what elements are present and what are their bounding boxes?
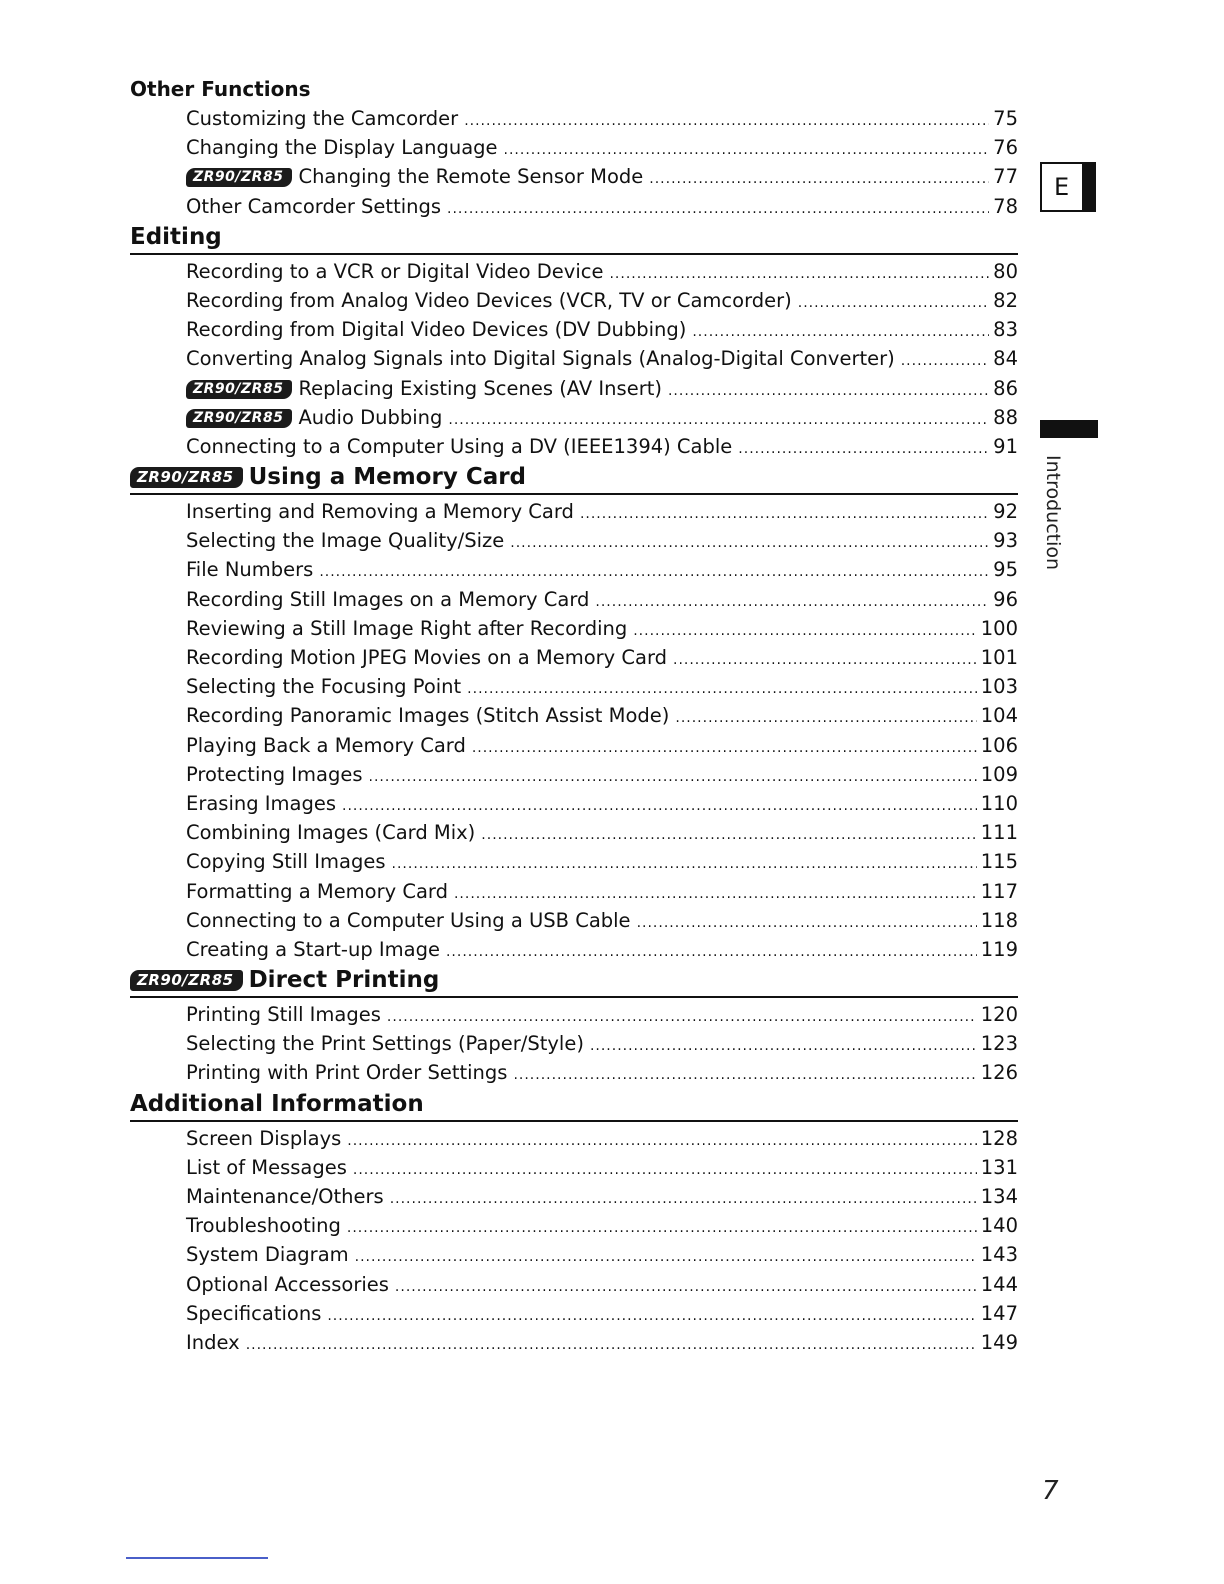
section-heading <box>130 461 1018 495</box>
toc-page-number: 140 <box>980 1214 1018 1238</box>
toc-page-number: 110 <box>980 791 1018 815</box>
toc-entry <box>130 315 1018 344</box>
toc-entry-text: Inserting and Removing a Memory Card <box>186 500 574 524</box>
section-heading <box>130 1088 1018 1122</box>
dot-leader <box>353 1156 977 1185</box>
dot-leader <box>609 260 989 289</box>
toc-page-number: 109 <box>980 762 1018 786</box>
toc-entry-text: System Diagram <box>186 1243 349 1267</box>
dot-leader <box>347 1214 977 1243</box>
toc-entry-text: List of Messages <box>186 1155 347 1179</box>
toc-entry <box>130 162 1018 191</box>
toc-entry <box>130 1299 1018 1328</box>
toc-entry-title <box>186 731 466 760</box>
dot-leader <box>448 406 989 435</box>
toc-page-number: 120 <box>980 1003 1018 1027</box>
toc-entry-text: Recording Panoramic Images (Stitch Assist Mode) <box>186 704 670 728</box>
toc-entry-title <box>186 1240 349 1269</box>
toc-entry-title <box>186 1182 384 1211</box>
toc-page-number: 119 <box>980 937 1018 961</box>
toc-entry-title <box>186 133 498 162</box>
dot-leader <box>637 909 977 938</box>
toc-entry <box>130 104 1018 133</box>
dot-leader <box>513 1061 976 1090</box>
toc-entry-text: Copying Still Images <box>186 850 386 874</box>
toc-entry-title <box>186 789 336 818</box>
toc-entry <box>130 585 1018 614</box>
toc-entry <box>130 760 1018 789</box>
toc-entry-text: Printing Still Images <box>186 1003 381 1027</box>
toc-entry-text: Selecting the Print Settings (Paper/Style) <box>186 1032 584 1056</box>
dot-leader <box>649 165 989 194</box>
toc-entry-text: Replacing Existing Scenes (AV Insert) <box>298 376 662 400</box>
toc-entry-title <box>186 104 458 133</box>
toc-entry-title <box>186 672 461 701</box>
toc-entry <box>130 818 1018 847</box>
toc-entry-text: Selecting the Image Quality/Size <box>186 529 505 553</box>
toc-entry <box>130 877 1018 906</box>
dot-leader <box>510 529 989 558</box>
section-heading <box>130 964 1018 998</box>
toc-entry-text: Printing with Print Order Settings <box>186 1061 508 1085</box>
toc-page-number: 104 <box>980 704 1018 728</box>
dot-leader <box>580 500 989 529</box>
section-heading <box>130 74 1018 104</box>
toc-page-number: 115 <box>980 850 1018 874</box>
dot-leader <box>395 1273 977 1302</box>
toc-page-number: 134 <box>980 1185 1018 1208</box>
toc-entry <box>130 1124 1018 1153</box>
toc-page-number: 91 <box>993 434 1018 458</box>
toc-entry <box>130 192 1018 221</box>
toc-page-number: 144 <box>980 1272 1018 1296</box>
toc-page-number: 126 <box>980 1061 1018 1085</box>
toc-page-number: 147 <box>980 1301 1018 1325</box>
toc-entry-title <box>186 257 603 286</box>
toc-entry <box>130 344 1018 373</box>
toc-entry-text: Recording to a VCR or Digital Video Device <box>186 259 604 283</box>
toc-entry <box>130 643 1018 672</box>
toc-entry <box>130 374 1018 403</box>
toc-page-number: 103 <box>980 675 1018 699</box>
toc-entry-title <box>186 585 589 614</box>
toc-entry <box>130 1182 1018 1211</box>
dot-leader <box>342 792 977 821</box>
dot-leader <box>446 938 977 967</box>
toc-entry <box>130 1328 1018 1357</box>
toc-entry-text: Formatting a Memory Card <box>186 879 448 903</box>
toc-entry-text: Maintenance/Others <box>186 1185 384 1208</box>
dot-leader <box>467 675 977 704</box>
dot-leader <box>454 880 977 909</box>
dot-leader <box>447 195 989 224</box>
toc-entry-title <box>186 1124 341 1153</box>
toc-entry <box>130 1058 1018 1087</box>
section-title: Direct Printing <box>248 967 440 994</box>
toc-entry-text: Creating a Start-up Image <box>186 937 440 961</box>
toc-entry-text: Optional Accessories <box>186 1272 389 1296</box>
toc-entry-text: Selecting the Focusing Point <box>186 675 462 699</box>
toc-page-number: 100 <box>980 616 1018 640</box>
toc-entry-title <box>186 286 792 315</box>
toc-entry-title <box>186 555 313 584</box>
toc-page-number: 128 <box>980 1126 1018 1150</box>
toc-entry-title <box>186 614 627 643</box>
toc-entry-text: Changing the Remote Sensor Mode <box>298 165 644 189</box>
toc-entry-text: Connecting to a Computer Using a USB Cable <box>186 908 631 932</box>
toc-entry-title <box>186 760 363 789</box>
toc-page-number: 101 <box>980 646 1018 669</box>
toc-page-number: 83 <box>993 318 1018 342</box>
toc-entry-title <box>186 935 440 964</box>
dot-leader <box>595 588 989 617</box>
toc-entry <box>130 257 1018 286</box>
toc-entry-title <box>186 1000 381 1029</box>
dot-leader <box>668 377 989 406</box>
toc-entry <box>130 701 1018 730</box>
toc-entry <box>130 1029 1018 1058</box>
toc-entry-title <box>186 403 442 432</box>
toc-entry-text: Specifications <box>186 1301 322 1325</box>
toc-page-number: 111 <box>980 821 1018 845</box>
toc-entry-title <box>186 526 504 555</box>
toc-entry-text: Other Camcorder Settings <box>186 194 442 218</box>
toc-page-number: 117 <box>980 879 1018 903</box>
toc-entry-text: Recording Motion JPEG Movies on a Memory Card <box>186 646 667 669</box>
dot-leader <box>590 1032 977 1061</box>
dot-leader <box>798 289 989 318</box>
toc-entry <box>130 1240 1018 1269</box>
toc-entry-title <box>186 344 895 373</box>
dot-leader <box>481 821 976 850</box>
dot-leader <box>633 617 977 646</box>
toc-entry-title <box>186 497 574 526</box>
toc-entry-title <box>186 1270 389 1299</box>
model-badge-icon: ZR90/ZR85 <box>130 467 243 488</box>
toc-page-number: 92 <box>993 500 1018 524</box>
toc-entry-title <box>186 643 667 672</box>
dot-leader <box>387 1003 977 1032</box>
chapter-marker-bar <box>1040 420 1098 438</box>
toc-entry-text: Recording from Digital Video Devices (DV Dubbing) <box>186 318 687 342</box>
toc-entry <box>130 526 1018 555</box>
toc-entry-title <box>186 192 441 221</box>
dot-leader <box>504 136 990 165</box>
toc-entry-text: Protecting Images <box>186 762 363 786</box>
toc-page-number: 93 <box>993 529 1018 553</box>
toc-entry-title <box>186 1153 347 1182</box>
toc-entry <box>130 403 1018 432</box>
toc-entry <box>130 731 1018 760</box>
language-tab <box>1040 162 1096 212</box>
toc-page-number: 106 <box>980 733 1018 757</box>
toc-entry-title <box>186 906 631 935</box>
toc-page-number: 118 <box>980 908 1018 932</box>
dot-leader <box>390 1185 977 1214</box>
language-tab-bar <box>1082 164 1094 210</box>
section-title: Editing <box>130 223 222 250</box>
section-title: Additional Information <box>130 1090 424 1117</box>
toc-page-number: 131 <box>980 1155 1018 1179</box>
toc-entry-title <box>186 847 386 876</box>
toc-entry-text: Recording from Analog Video Devices (VCR, TV or Camcorder) <box>186 288 792 312</box>
toc-entry-text: Customizing the Camcorder <box>186 107 459 130</box>
toc-entry-text: Audio Dubbing <box>298 405 443 429</box>
chapter-label: Introduction <box>1042 455 1064 571</box>
dot-leader <box>347 1127 976 1156</box>
toc-entry-text: Converting Analog Signals into Digital Signals (Analog-Digital Converter) <box>186 347 895 371</box>
toc-entry-title <box>186 1299 321 1328</box>
toc-entry <box>130 847 1018 876</box>
dot-leader <box>675 704 976 733</box>
toc-page-number: 95 <box>993 558 1018 582</box>
toc-entry-title <box>186 1029 584 1058</box>
toc-entry-title <box>186 162 643 191</box>
toc-entry <box>130 432 1018 461</box>
dot-leader <box>472 734 977 763</box>
toc-page-number: 76 <box>993 136 1018 160</box>
toc-entry-title <box>186 1328 240 1357</box>
toc-page-number: 86 <box>993 376 1018 400</box>
toc-entry <box>130 789 1018 818</box>
footer-rule <box>126 1557 268 1559</box>
toc-entry-title <box>186 818 475 847</box>
toc-entry-title <box>186 315 686 344</box>
language-tab-letter: E <box>1054 173 1070 201</box>
toc-entry <box>130 906 1018 935</box>
toc-entry-text: File Numbers <box>186 558 314 582</box>
dot-leader <box>738 435 989 464</box>
dot-leader <box>673 646 977 675</box>
section-title: Other Functions <box>130 77 311 101</box>
toc-page-number: 143 <box>980 1243 1018 1267</box>
toc-entry-title <box>186 701 669 730</box>
toc-entry <box>130 286 1018 315</box>
toc-entry-text: Changing the Display Language <box>186 136 498 160</box>
dot-leader <box>369 763 977 792</box>
toc-entry-text: Erasing Images <box>186 791 337 815</box>
toc-entry <box>130 672 1018 701</box>
toc-entry-title <box>186 1058 507 1087</box>
dot-leader <box>692 318 989 347</box>
toc-page-number: 80 <box>993 259 1018 283</box>
toc-page-number: 75 <box>993 107 1018 130</box>
toc-page-number: 88 <box>993 405 1018 429</box>
section-title: Using a Memory Card <box>248 464 527 491</box>
toc-entry-text: Troubleshooting <box>186 1214 341 1238</box>
toc-entry <box>130 1000 1018 1029</box>
toc-entry-text: Recording Still Images on a Memory Card <box>186 587 590 611</box>
model-badge-icon: ZR90/ZR85 <box>130 970 243 991</box>
toc-entry <box>130 1270 1018 1299</box>
toc-page-number: 84 <box>993 347 1018 371</box>
section-heading <box>130 221 1018 255</box>
toc-entry <box>130 614 1018 643</box>
model-badge-icon: ZR90/ZR85 <box>186 168 292 187</box>
dot-leader <box>319 558 989 587</box>
toc-entry <box>130 497 1018 526</box>
toc-page-number: 123 <box>980 1032 1018 1056</box>
model-badge-icon: ZR90/ZR85 <box>186 380 292 399</box>
toc-entry <box>130 1211 1018 1240</box>
toc-entry-title <box>186 432 732 461</box>
toc-entry <box>130 935 1018 964</box>
toc-entry <box>130 1153 1018 1182</box>
page-number: 7 <box>1042 1476 1059 1506</box>
dot-leader <box>464 107 989 136</box>
dot-leader <box>327 1302 976 1331</box>
toc-page-number: 149 <box>980 1330 1018 1354</box>
toc-entry-text: Screen Displays <box>186 1126 342 1150</box>
toc-page-number: 96 <box>993 587 1018 611</box>
toc-entry-text: Connecting to a Computer Using a DV (IEEE1394) Cable <box>186 434 733 458</box>
dot-leader <box>246 1331 977 1360</box>
dot-leader <box>392 850 977 879</box>
toc-entry-title <box>186 374 662 403</box>
toc-page-number: 78 <box>993 194 1018 218</box>
toc-page-number: 82 <box>993 288 1018 312</box>
toc-entry <box>130 555 1018 584</box>
dot-leader <box>901 347 989 376</box>
model-badge-icon: ZR90/ZR85 <box>186 409 292 428</box>
toc-entry-text: Index <box>186 1330 240 1354</box>
toc-entry-title <box>186 1211 341 1240</box>
toc-entry-text: Playing Back a Memory Card <box>186 733 466 757</box>
table-of-contents <box>130 74 1018 1357</box>
toc-entry <box>130 133 1018 162</box>
toc-entry-text: Combining Images (Card Mix) <box>186 821 476 845</box>
toc-entry-text: Reviewing a Still Image Right after Recording <box>186 616 628 640</box>
toc-page-number: 77 <box>993 165 1018 189</box>
toc-entry-title <box>186 877 448 906</box>
dot-leader <box>355 1243 977 1272</box>
